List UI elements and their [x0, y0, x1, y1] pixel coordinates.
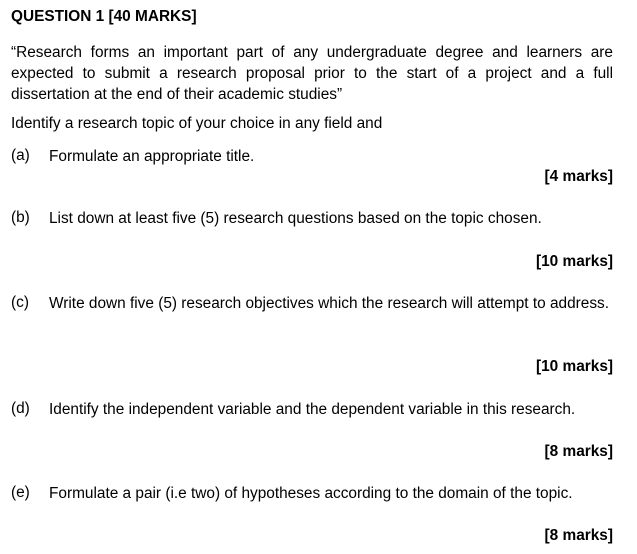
part-c-text: Write down five (5) research objectives which the research will attempt to address. — [49, 295, 609, 312]
part-c-label: (c) — [11, 294, 29, 311]
part-b-marks: [10 marks] — [536, 253, 613, 270]
question-instruction: Identify a research topic of your choice in any field and — [11, 115, 383, 132]
part-d-text: Identify the independent variable and the dependent variable in this research. — [49, 401, 576, 418]
part-e-text: Formulate a pair (i.e two) of hypotheses according to the domain of the topic. — [49, 485, 573, 502]
part-b-text: List down at least five (5) research questions based on the topic chosen. — [49, 210, 542, 227]
part-a-text: Formulate an appropriate title. — [49, 148, 255, 165]
part-c-marks: [10 marks] — [536, 358, 613, 375]
part-b-label: (b) — [11, 209, 30, 226]
part-a-label: (a) — [11, 147, 30, 164]
part-a-marks: [4 marks] — [544, 168, 613, 185]
part-e-marks: [8 marks] — [544, 527, 613, 544]
part-e-label: (e) — [11, 484, 30, 501]
question-quote: “Research forms an important part of any undergraduate degree and learners are expected to submit a research proposal prior to the start of a project and a full dissertation at the end of their academic studies” — [11, 44, 613, 103]
part-d-marks: [8 marks] — [544, 443, 613, 460]
question-heading: QUESTION 1 [40 MARKS] — [11, 8, 197, 25]
part-d-label: (d) — [11, 400, 30, 417]
